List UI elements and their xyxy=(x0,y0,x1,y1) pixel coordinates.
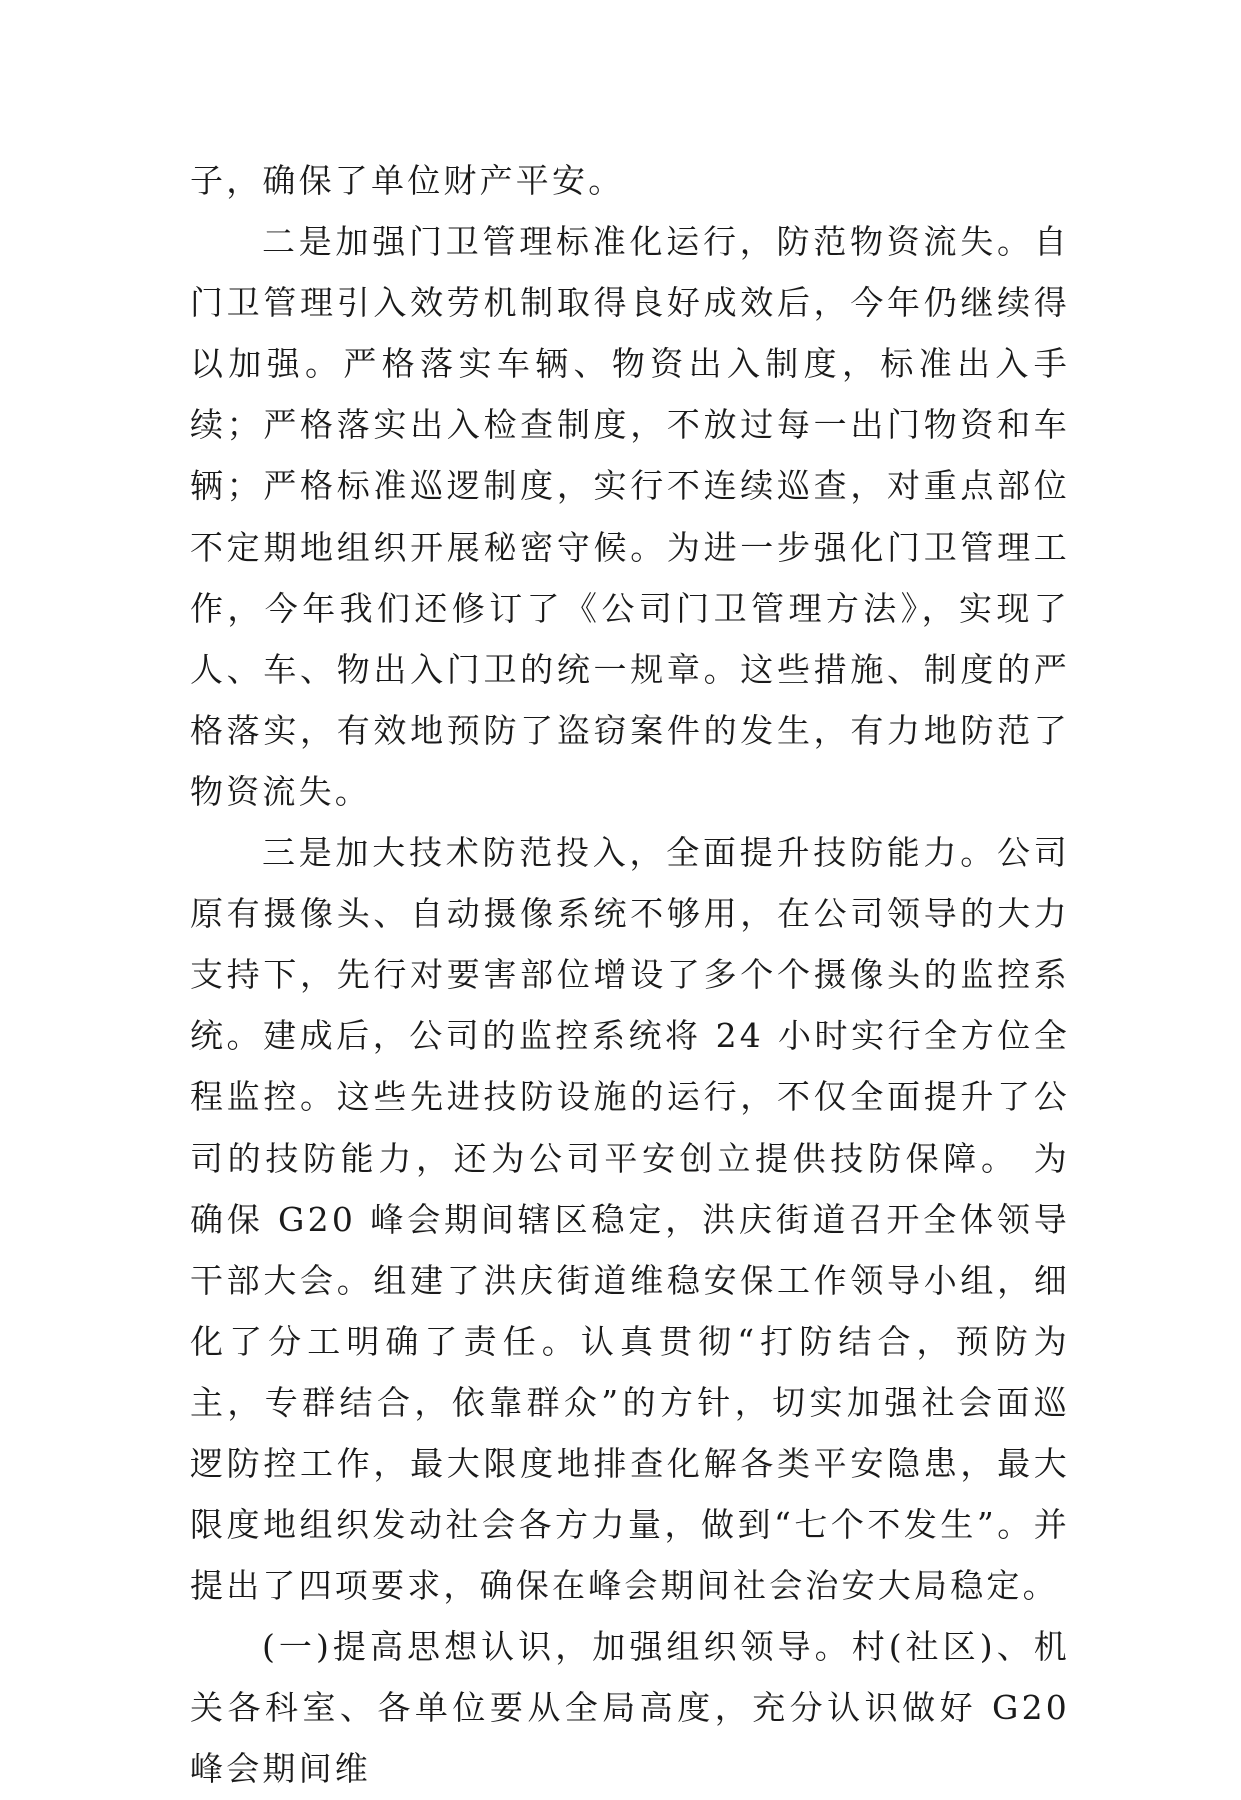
document-body xyxy=(190,150,1070,1800)
paragraph-technical-prevention: 三是加大技术防范投入，全面提升技防能力。公司原有摄像头、自动摄像系统不够用，在公司领导的大力支持下，先行对要害部位增设了多个个摄像头的监控系统。建成后，公司的监控系统将 24 小时实行全方位全程监控。这些先进技防设施的运行，不仅全面提升了公司的技防能力，还为公司平安创立提供技防保障。 为确保 G20 峰会期间辖区稳定，洪庆街道召开全体领导干部大会。组建了洪庆街道维稳安保工作领导小组，细化了分工明确了责任。认真贯彻“打防结合，预防为主，专群结合，依靠群众”的方针，切实加强社会面巡逻防控工作，最大限度地排查化解各类平安隐患，最大限度地组织发动社会各方力量，做到“七个不发生”。并提出了四项要求，确保在峰会期间社会治安大局稳定。 xyxy=(190,833,1070,1606)
paragraph-continuation: 子，确保了单位财产平安。 xyxy=(190,161,625,200)
paragraph-gate-management: 二是加强门卫管理标准化运行，防范物资流失。自门卫管理引入效劳机制取得良好成效后，今年仍继续得以加强。严格落实车辆、物资出入制度，标准出入手续；严格落实出入检查制度，不放过每一出门物资和车辆；严格标准巡逻制度，实行不连续巡查，对重点部位不定期地组织开展秘密守候。为进一步强化门卫管理工作，今年我们还修订了《公司门卫管理方法》，实现了人、车、物出入门卫的统一规章。这些措施、制度的严格落实，有效地预防了盗窃案件的发生，有力地防范了物资流失。 xyxy=(190,222,1070,811)
paragraph-item-one: (一)提高思想认识，加强组织领导。村(社区)、机关各科室、各单位要从全局高度，充分认识做好 G20 峰会期间维 xyxy=(190,1627,1070,1789)
